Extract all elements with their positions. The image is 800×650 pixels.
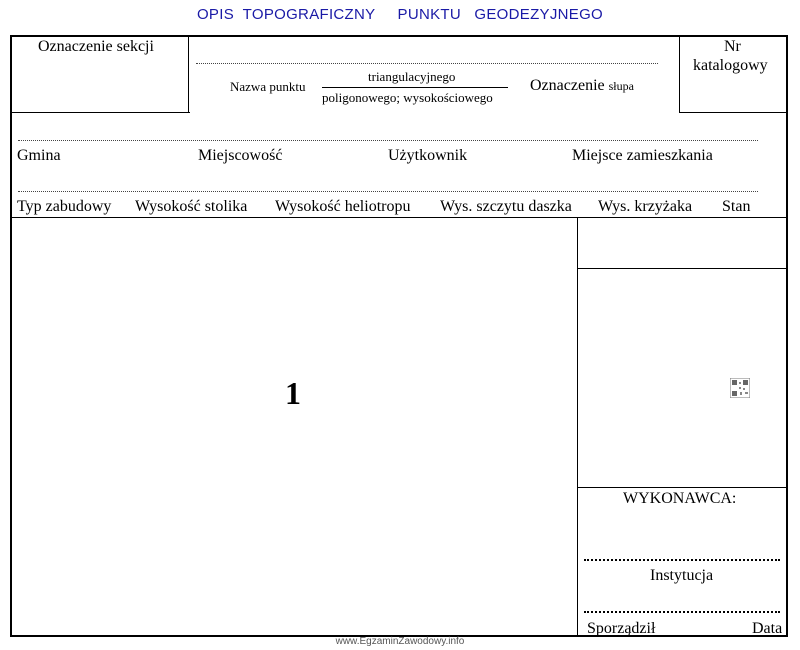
catalog-divider [679,35,680,113]
locality-label: Miejscowość [198,147,283,164]
catalog-label-katalogowy: katalogowy [693,57,768,74]
catalog-label-nr: Nr [724,38,741,55]
prepared-by-fill-line [584,611,780,613]
form-frame [10,35,788,637]
row2-fill-line [18,191,758,192]
section-divider [188,35,189,113]
source-watermark: www.EgzaminZawodowy.info [335,636,465,647]
heliotrope-height-label: Wysokość heliotropu [275,198,411,215]
table-height-label: Wysokość stolika [135,198,248,215]
post-label [530,77,634,95]
roof-peak-height-label: Wys. szczytu daszka [440,198,572,215]
point-type-bottom: poligonowego; wysokościowego [322,90,493,105]
document-title: OPIS TOPOGRAFICZNY PUNKTU GEODEZYJNEGO [196,6,604,23]
sketch-top-line [10,217,788,218]
row1-fill-line [18,140,758,141]
user-label: Użytkownik [388,147,468,164]
post-label-small: słupa [608,79,634,93]
point-type-fraction-line [322,87,508,88]
section-label: Oznaczenie sekcji [38,38,154,55]
commune-label: Gmina [17,147,61,164]
prepared-by-label: Sporządził [587,620,656,637]
point-name-label: Nazwa punktu [230,79,306,94]
building-type-label: Typ zabudowy [17,198,112,215]
right-box-line-2 [577,487,788,488]
contractor-label: WYKONAWCA: [623,490,737,507]
post-label-main: Oznaczenie [530,77,605,94]
date-label: Data [752,620,783,637]
point-name-fill-line [196,63,658,64]
sketch-right-divider [577,217,578,637]
right-box-line-1 [577,268,788,269]
sketch-marker: 1 [285,375,301,411]
institution-fill-line [584,559,780,561]
qr-code-icon [730,378,750,398]
state-label: Stan [722,198,751,215]
point-type-top: triangulacyjnego [368,69,456,84]
catalog-bottom-line [679,112,788,113]
residence-label: Miejsce zamieszkania [572,147,713,164]
cross-height-label: Wys. krzyżaka [598,198,693,215]
institution-label: Instytucja [650,567,714,584]
section-bottom-line [10,112,190,113]
